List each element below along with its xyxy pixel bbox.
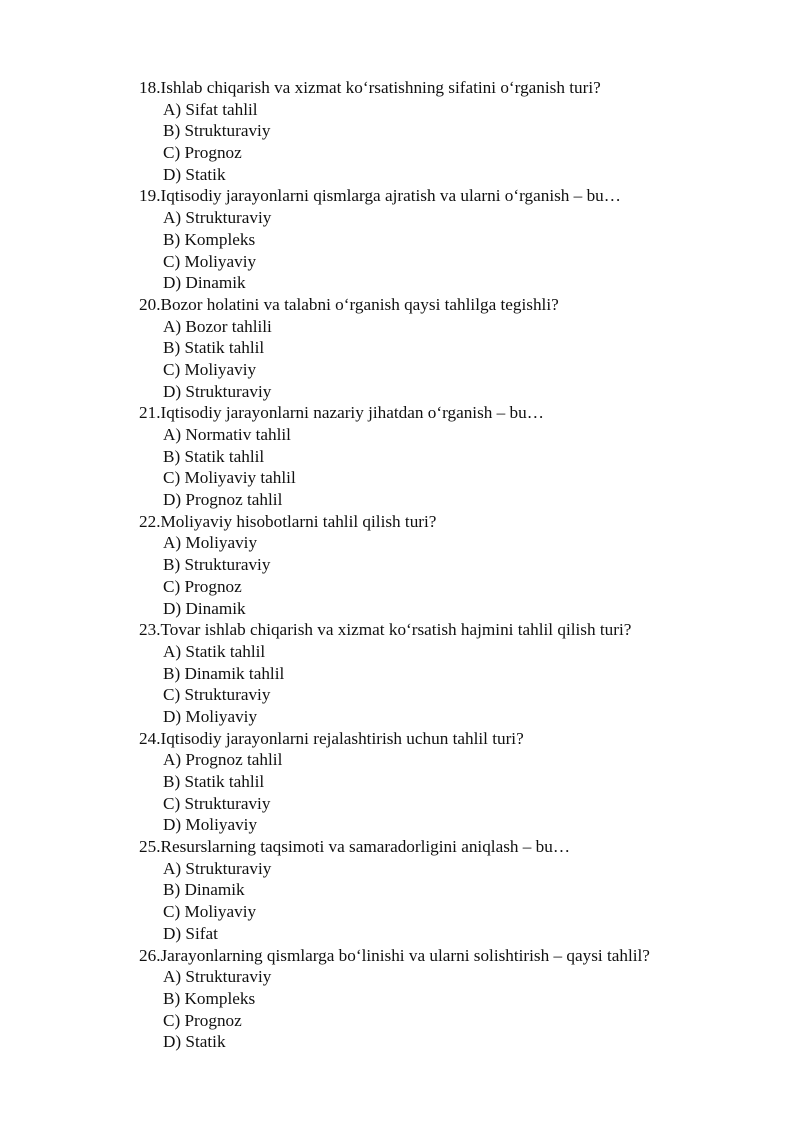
question-number: 18.	[139, 78, 161, 97]
question-line	[139, 402, 779, 424]
question-text: Ishlab chiqarish va xizmat ko‘rsatishning sifatini o‘rganish turi?	[160, 78, 601, 97]
answer-option: B) Statik tahlil	[163, 338, 265, 358]
answer-option: C) Strukturaviy	[163, 793, 271, 813]
answer-option: C) Prognoz	[163, 1010, 242, 1030]
question-line	[139, 619, 779, 641]
question-item	[139, 185, 779, 293]
question-number: 19.	[139, 186, 161, 206]
answer-option: A) Strukturaviy	[163, 208, 272, 228]
answer-option: D) Statik	[163, 1032, 226, 1052]
question-number: 24.	[139, 728, 161, 748]
question-text: Iqtisodiy jarayonlarni qismlarga ajratish va ularni o‘rganish – bu…	[160, 186, 621, 206]
question-line	[139, 945, 779, 967]
answer-option: D) Moliyaviy	[163, 706, 258, 726]
answer-option: B) Statik tahlil	[163, 772, 265, 791]
question-item	[139, 511, 779, 619]
answer-option: D) Prognoz tahlil	[163, 490, 283, 510]
answer-option: A) Statik tahlil	[163, 641, 266, 661]
question-line	[139, 294, 779, 316]
answer-option: B) Strukturaviy	[163, 121, 271, 141]
answer-option: C) Prognoz	[163, 143, 242, 163]
answer-option: C) Strukturaviy	[163, 685, 271, 705]
question-list	[139, 77, 779, 1053]
question-text: Iqtisodiy jarayonlarni nazariy jihatdan o‘rganish – bu…	[160, 403, 544, 423]
answer-option: A) Strukturaviy	[163, 858, 272, 878]
answer-option: C) Moliyaviy tahlil	[163, 468, 296, 488]
answer-option: B) Kompleks	[163, 988, 256, 1008]
question-item	[139, 294, 779, 402]
question-number: 22.	[139, 511, 161, 531]
answer-option: D) Statik	[163, 164, 226, 184]
question-item	[139, 728, 779, 836]
question-item	[139, 619, 779, 727]
question-number: 23.	[139, 620, 161, 640]
answer-option: D) Sifat	[163, 923, 218, 943]
question-number: 25.	[139, 837, 161, 857]
answer-option: A) Strukturaviy	[163, 967, 272, 987]
question-item	[139, 402, 779, 510]
answer-option: A) Moliyaviy	[163, 533, 258, 553]
question-line	[139, 836, 779, 858]
answer-option: C) Moliyaviy	[163, 251, 257, 271]
question-line	[139, 728, 779, 750]
question-text: Moliyaviy hisobotlarni tahlil qilish turi?	[160, 511, 437, 531]
question-text: Tovar ishlab chiqarish va xizmat ko‘rsatish hajmini tahlil qilish turi?	[160, 620, 632, 640]
question-number: 26.	[139, 945, 161, 965]
answer-option: A) Sifat tahlil	[163, 99, 258, 119]
question-text: Iqtisodiy jarayonlarni rejalashtirish uchun tahlil turi?	[160, 728, 524, 748]
question-text: Bozor holatini va talabni o‘rganish qaysi tahlilga tegishli?	[160, 294, 559, 314]
answer-option: B) Dinamik	[163, 880, 245, 900]
answer-option: A) Normativ tahlil	[163, 425, 291, 444]
answer-option: A) Prognoz tahlil	[163, 750, 283, 770]
answer-option: C) Moliyaviy	[163, 902, 257, 922]
answer-option: B) Kompleks	[163, 229, 256, 249]
question-item	[139, 77, 779, 185]
answer-option: B) Dinamik tahlil	[163, 663, 285, 683]
answer-option: B) Strukturaviy	[163, 555, 271, 575]
question-text: Resurslarning taqsimoti va samaradorligini aniqlash – bu…	[160, 837, 571, 857]
question-line	[139, 185, 779, 207]
question-number: 21.	[139, 403, 161, 423]
answer-option: B) Statik tahlil	[163, 446, 265, 466]
question-number: 20.	[139, 294, 161, 314]
answer-option: D) Dinamik	[163, 598, 246, 618]
question-text: Jarayonlarning qismlarga bo‘linishi va ularni solishtirish – qaysi tahlil?	[160, 945, 650, 965]
answer-option: A) Bozor tahlili	[163, 316, 272, 336]
answer-option: D) Moliyaviy	[163, 815, 258, 835]
answer-option: D) Strukturaviy	[163, 381, 272, 401]
question-line	[139, 511, 779, 533]
answer-option: C) Moliyaviy	[163, 359, 257, 379]
answer-option: D) Dinamik	[163, 273, 246, 293]
question-item	[139, 836, 779, 944]
answer-option: C) Prognoz	[163, 576, 242, 596]
question-item	[139, 945, 779, 1053]
question-line	[139, 77, 779, 99]
